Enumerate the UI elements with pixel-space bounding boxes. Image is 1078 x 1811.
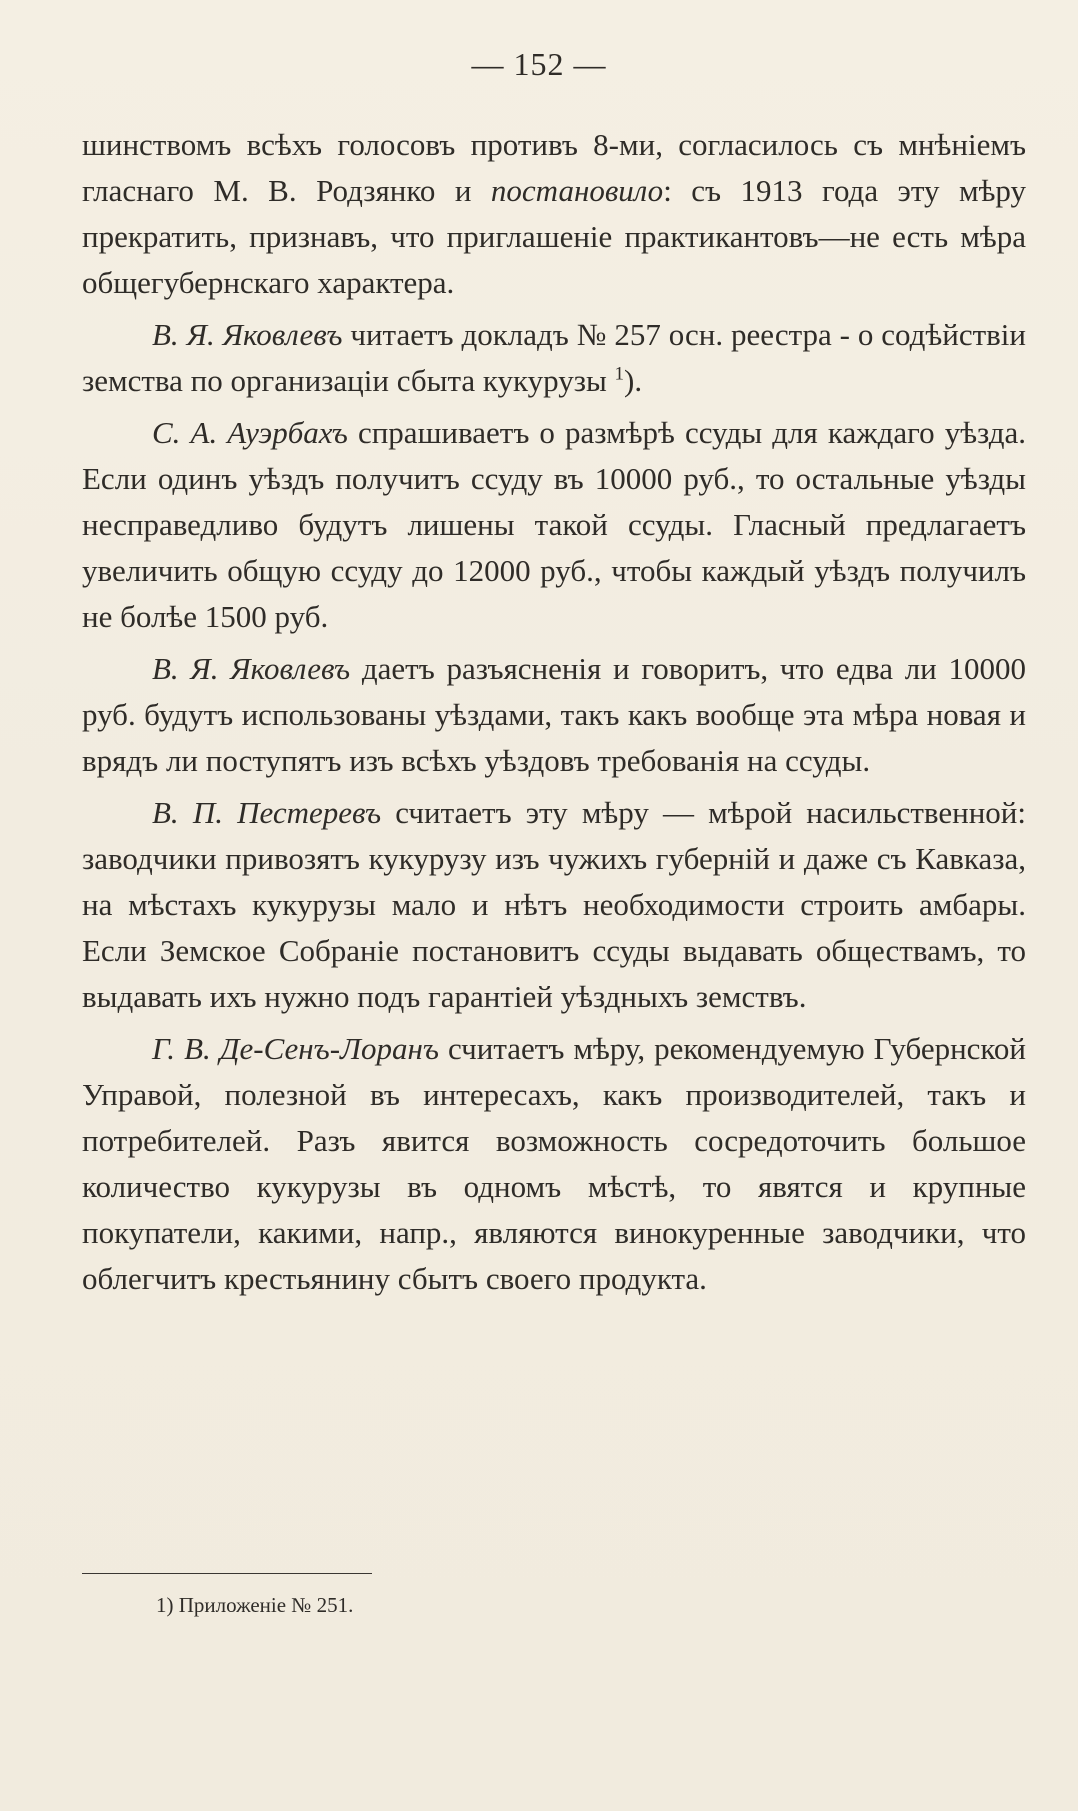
emphasized-text: постановило	[490, 173, 664, 208]
paragraph-de-saint-laurent	[82, 1026, 1026, 1302]
text-segment: считаетъ мѣру, рекомендуемую Губернской Управой, полезной въ интересахъ, какъ производителей, такъ и потребителей. Разъ явится возможность сосредоточить большое количество кукурузы въ одномъ мѣстѣ, то явятся и крупные покупатели, какими, напр., являются винокуренные заводчики, что облегчитъ крестьянину сбытъ своего продукта.	[82, 1031, 1027, 1296]
body-text	[82, 122, 1026, 1308]
paragraph-yakovlev-reply	[82, 646, 1026, 784]
text-segment: считаетъ эту мѣру — мѣрой насильственной: заводчики привозятъ кукурузу изъ чужихъ губерній и даже съ Кавказа, на мѣстахъ кукурузы мало и нѣтъ необходимости строить амбары. Если Земское Собраніе постановитъ ссуды выдавать обществамъ, то выдавать ихъ нужно подъ гарантіей уѣздныхъ земствъ.	[82, 795, 1026, 1014]
text-segment: шинствомъ всѣхъ голосовъ противъ 8-ми, согласилось съ мнѣніемъ гласнаго М. В. Родзянко и	[82, 127, 1026, 208]
text-segment: : съ 1913 года эту мѣру прекратить, признавъ, что приглашеніе практикантовъ—не есть мѣра общегубернскаго характера.	[82, 173, 1027, 300]
text-segment: даетъ разъясненія и говоритъ, что едва ли 10000 руб. будутъ использованы уѣздами, такъ какъ вообще эта мѣра новая и врядъ ли поступятъ изъ всѣхъ уѣздовъ требованія на ссуды.	[82, 651, 1026, 778]
footnote: 1) Приложеніе № 251.	[156, 1593, 354, 1617]
paragraph-auerbach	[82, 410, 1026, 640]
page-number: — 152 —	[471, 46, 607, 82]
speaker-name: В. П. Пестеревъ	[152, 795, 382, 830]
speaker-name: Г. В. Де-Сенъ-Лоранъ	[152, 1031, 439, 1066]
speaker-name: В. Я. Яковлевъ	[152, 651, 351, 686]
footnote-marker: 1	[614, 363, 625, 385]
paragraph-yakovlev-report	[82, 312, 1026, 404]
paragraph-continuation	[82, 122, 1026, 306]
text-segment: спрашиваетъ о размѣрѣ ссуды для каждаго уѣзда. Если одинъ уѣздъ получитъ ссуду въ 10000 руб., то остальные уѣзды несправедливо будутъ лишены такой ссуды. Гласный предлагаетъ увеличить общую ссуду до 12000 руб., чтобы каждый уѣздъ получилъ не болѣе 1500 руб.	[82, 415, 1026, 634]
paragraph-pesterev	[82, 790, 1026, 1020]
speaker-name: С. А. Ауэрбахъ	[152, 415, 348, 450]
text-segment: ).	[624, 363, 643, 398]
text-segment: читаетъ докладъ № 257 осн. реестра - о содѣйствіи земства по организаціи сбыта кукурузы	[82, 317, 1026, 398]
speaker-name: В. Я. Яковлевъ	[152, 317, 343, 352]
footnote-divider	[82, 1573, 372, 1574]
